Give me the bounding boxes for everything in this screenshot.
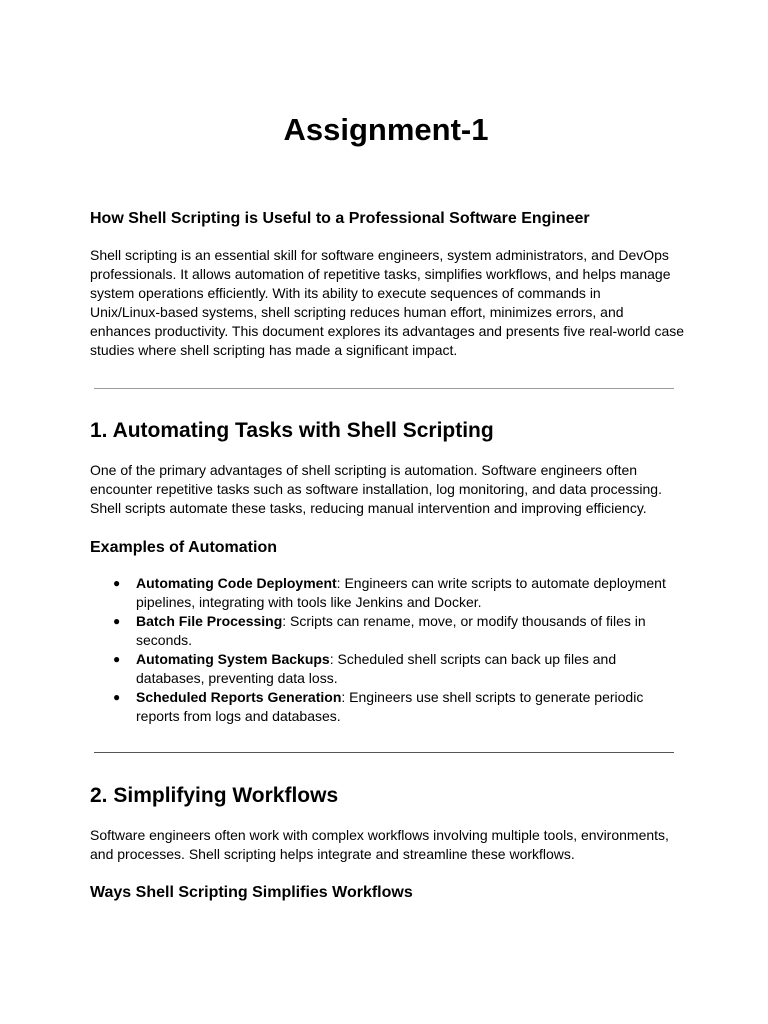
list-item [90, 612, 682, 650]
bullet-term: Automating System Backups [136, 651, 330, 667]
bullet-text: databases, preventing data loss. [136, 670, 338, 686]
bullet-icon: ● [113, 690, 121, 704]
section-1-heading: 1. Automating Tasks with Shell Scripting [90, 419, 494, 442]
list-item [90, 688, 682, 726]
bullet-icon: ● [113, 614, 121, 628]
document-title: Assignment-1 [283, 112, 489, 147]
horizontal-divider [94, 752, 674, 753]
paragraph-line: Shell scripts automate these tasks, reducing manual intervention and improving efficiency. [90, 500, 647, 516]
bullet-icon: ● [113, 576, 121, 590]
bullet-term: Scheduled Reports Generation [136, 689, 342, 705]
intro-line: Unix/Linux-based systems, shell scripting reduces human effort, minimizes errors, and [90, 304, 624, 320]
document-subtitle: How Shell Scripting is Useful to a Professional Software Engineer [90, 210, 590, 227]
bullet-text: pipelines, integrating with tools like Jenkins and Docker. [136, 594, 482, 610]
horizontal-divider [94, 388, 674, 389]
list-item [90, 574, 682, 612]
paragraph-line: One of the primary advantages of shell scripting is automation. Software engineers often [90, 462, 638, 478]
intro-line: professionals. It allows automation of repetitive tasks, simplifies workflows, and helps manage [90, 266, 671, 282]
paragraph-line: encounter repetitive tasks such as software installation, log monitoring, and data processing. [90, 481, 662, 497]
automation-examples-list [90, 574, 682, 726]
bullet-term: Automating Code Deployment [136, 575, 337, 591]
bullet-term: Batch File Processing [136, 613, 283, 629]
paragraph-line: and processes. Shell scripting helps integrate and streamline these workflows. [90, 846, 575, 862]
intro-paragraph [90, 246, 685, 360]
intro-line: enhances productivity. This document explores its advantages and presents five real-world case [90, 323, 685, 339]
ways-heading: Ways Shell Scripting Simplifies Workflows [90, 884, 413, 901]
paragraph-line: Software engineers often work with complex workflows involving multiple tools, environments, [90, 827, 669, 843]
bullet-text: reports from logs and databases. [136, 708, 341, 724]
section-2-heading: 2. Simplifying Workflows [90, 784, 339, 807]
bullet-text: : Scheduled shell scripts can back up files and [329, 651, 617, 667]
bullet-text: : Scripts can rename, move, or modify thousands of files in [282, 613, 646, 629]
list-item [90, 650, 682, 688]
section-1-paragraph [90, 461, 682, 518]
examples-heading: Examples of Automation [90, 539, 277, 556]
bullet-text: : Engineers use shell scripts to generate periodic [341, 689, 644, 705]
intro-line: studies where shell scripting has made a significant impact. [90, 342, 458, 358]
bullet-text: : Engineers can write scripts to automate deployment [336, 575, 666, 591]
section-2-paragraph [90, 826, 682, 864]
bullet-text: seconds. [136, 632, 193, 648]
intro-line: system operations efficiently. With its ability to execute sequences of commands in [90, 285, 601, 301]
intro-line: Shell scripting is an essential skill for software engineers, system administrators, and DevOps [90, 247, 669, 263]
bullet-icon: ● [113, 652, 121, 666]
